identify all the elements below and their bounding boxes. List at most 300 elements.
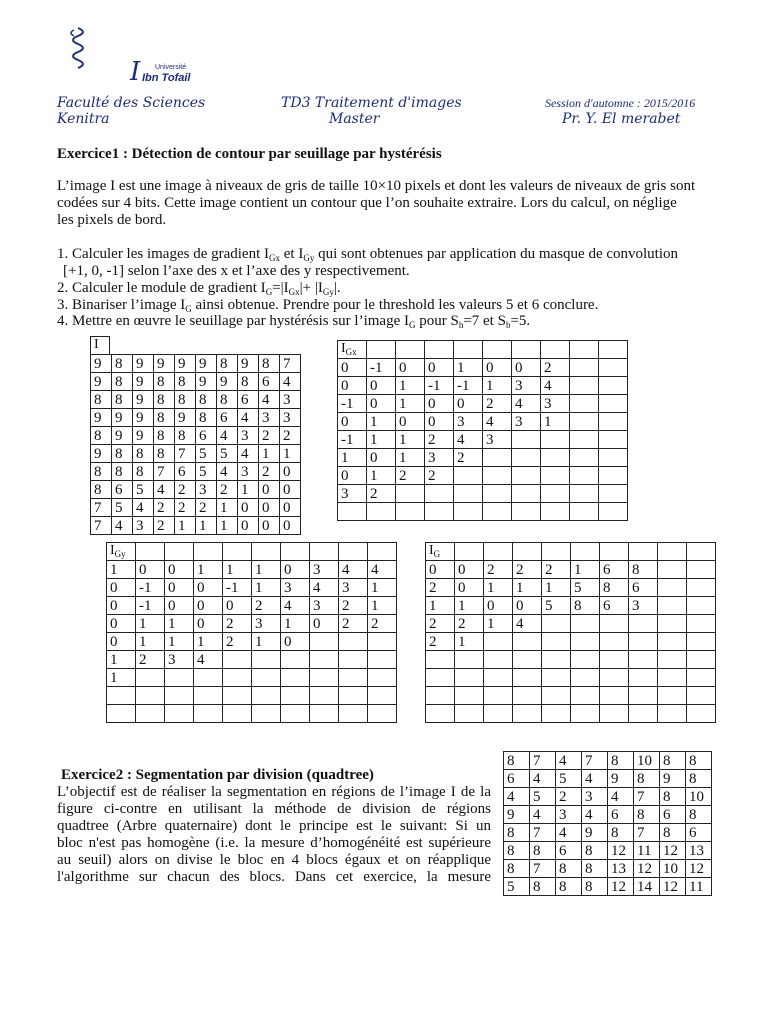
- matrix-cell: [310, 687, 339, 705]
- matrix-cell: 6: [175, 463, 196, 481]
- matrix-cell: [513, 687, 542, 705]
- matrix-row: [426, 561, 716, 579]
- matrix-cell: [484, 651, 513, 669]
- matrix-row: [107, 687, 397, 705]
- matrix-cell: [310, 651, 339, 669]
- matrix-cell: [339, 669, 368, 687]
- exercise2-line6: l'algorithme sur chacun des blocs. Dans cet exercice, la mesure: [57, 869, 491, 885]
- matrix-cell: [599, 485, 628, 503]
- exercise1-title: Exercice1 : Détection de contour par seuillage par hystérésis: [57, 146, 442, 162]
- matrix-cell: [483, 485, 512, 503]
- matrix-row: [426, 705, 716, 723]
- matrix-cell: 3: [310, 561, 339, 579]
- matrix-cell: [570, 449, 599, 467]
- matrix-cell: 9: [154, 355, 175, 373]
- matrix-cell: [484, 543, 513, 561]
- matrix-cell: 2: [259, 463, 280, 481]
- matrix-cell: 2: [425, 467, 454, 485]
- matrix-cell: 2: [223, 615, 252, 633]
- matrix-cell: 1: [396, 431, 425, 449]
- matrix-row: [504, 860, 712, 878]
- professor-name: Pr. Y. El merabet: [562, 111, 681, 127]
- matrix-cell: 6: [504, 770, 530, 788]
- matrix-cell: 0: [396, 413, 425, 431]
- matrix-cell: [629, 651, 658, 669]
- matrix-cell: 1: [513, 579, 542, 597]
- matrix-cell: 1: [367, 467, 396, 485]
- matrix-cell: 2: [136, 651, 165, 669]
- matrix-cell: [658, 561, 687, 579]
- exercise2-line5: au seuil) alors on divise le bloc en 4 blocs égaux et on réapplique: [57, 852, 491, 868]
- exercise2-line1: L’objectif est de réaliser la segmentation en régions de l’image I de la: [57, 784, 491, 800]
- matrix-row: [338, 431, 628, 449]
- matrix-cell: 4: [194, 651, 223, 669]
- matrix-cell: [339, 651, 368, 669]
- matrix-cell: 0: [194, 615, 223, 633]
- matrix-cell: [513, 633, 542, 651]
- matrix-cell: 4: [582, 770, 608, 788]
- matrix-cell: 11: [634, 842, 660, 860]
- matrix-cell: 1: [165, 615, 194, 633]
- matrix-cell: 3: [310, 597, 339, 615]
- matrix-cell: 6: [556, 842, 582, 860]
- matrix-cell: [600, 633, 629, 651]
- matrix-cell: 0: [280, 481, 301, 499]
- matrix-cell: [512, 485, 541, 503]
- matrix-cell: 0: [396, 359, 425, 377]
- matrix-cell: [687, 669, 716, 687]
- matrix-cell: 7: [530, 860, 556, 878]
- matrix-cell: 3: [454, 413, 483, 431]
- matrix-cell: 3: [165, 651, 194, 669]
- matrix-cell: [687, 687, 716, 705]
- matrix-cell: [600, 651, 629, 669]
- matrix-cell: 8: [530, 842, 556, 860]
- matrix-cell: 9: [196, 373, 217, 391]
- matrix-cell: [223, 705, 252, 723]
- matrix-row: [107, 579, 397, 597]
- matrix-row: [91, 409, 301, 427]
- matrix-cell: 5: [542, 597, 571, 615]
- matrix-cell: [252, 543, 281, 561]
- matrix-cell: [136, 705, 165, 723]
- matrix-cell: 0: [259, 481, 280, 499]
- matrix-cell: [541, 485, 570, 503]
- matrix-cell: 1: [107, 561, 136, 579]
- matrix-cell: 3: [483, 431, 512, 449]
- matrix-cell: 8: [175, 427, 196, 445]
- matrix-cell: 1: [238, 481, 259, 499]
- matrix-cell: 0: [194, 597, 223, 615]
- quadtree-matrix-table: [503, 751, 712, 896]
- matrix-row: [426, 615, 716, 633]
- matrix-cell: 6: [217, 409, 238, 427]
- matrix-cell: -1: [223, 579, 252, 597]
- matrix-cell: [687, 615, 716, 633]
- matrix-cell: -1: [338, 395, 367, 413]
- matrix-cell: 2: [280, 427, 301, 445]
- matrix-cell: [542, 687, 571, 705]
- matrix-cell: 0: [338, 467, 367, 485]
- matrix-cell: -1: [425, 377, 454, 395]
- matrix-cell: 8: [112, 391, 133, 409]
- matrix-cell: 2: [426, 615, 455, 633]
- matrix-cell: 1: [368, 579, 397, 597]
- matrix-cell: 6: [238, 391, 259, 409]
- matrix-cell: 8: [112, 373, 133, 391]
- matrix-cell: 2: [455, 615, 484, 633]
- exercise1-intro: L’image I est une image à niveaux de gris de taille 10×10 pixels et dont les valeurs de niveaux de gris sont codées sur 4 bits. Cette image contient un contour que l’on souhaite extraire. Lors du calcul, on néglige les pixels de bord.: [57, 178, 696, 228]
- matrix-cell: [281, 669, 310, 687]
- matrix-row: [107, 669, 397, 687]
- matrix-row: [504, 788, 712, 806]
- matrix-cell: [455, 705, 484, 723]
- matrix-cell: [658, 615, 687, 633]
- matrix-i-label: I: [90, 336, 110, 354]
- matrix-cell: 0: [281, 561, 310, 579]
- matrix-cell: 4: [259, 391, 280, 409]
- matrix-cell: 0: [484, 597, 513, 615]
- matrix-cell: [455, 687, 484, 705]
- matrix-cell: [483, 467, 512, 485]
- matrix-cell: 1: [107, 651, 136, 669]
- logo-name: Ibn Tofail: [142, 72, 191, 84]
- matrix-cell: [513, 651, 542, 669]
- matrix-cell: [542, 543, 571, 561]
- matrix-cell: [687, 579, 716, 597]
- matrix-cell: 1: [368, 597, 397, 615]
- matrix-cell: -1: [136, 579, 165, 597]
- matrix-cell: 9: [175, 409, 196, 427]
- matrix-cell: 0: [454, 395, 483, 413]
- matrix-cell: 12: [608, 878, 634, 896]
- matrix-cell: 3: [339, 579, 368, 597]
- matrix-cell: [165, 543, 194, 561]
- matrix-cell: 9: [133, 355, 154, 373]
- matrix-cell: 8: [133, 445, 154, 463]
- matrix-cell: 5: [112, 499, 133, 517]
- matrix-cell: 0: [425, 395, 454, 413]
- matrix-cell: [599, 341, 628, 359]
- matrix-cell: 0: [107, 597, 136, 615]
- matrix-i-table: [90, 354, 301, 535]
- matrix-cell: [396, 485, 425, 503]
- matrix-row: [426, 669, 716, 687]
- matrix-cell: 12: [608, 842, 634, 860]
- matrix-cell: [281, 543, 310, 561]
- matrix-cell: [571, 615, 600, 633]
- matrix-cell: 7: [530, 752, 556, 770]
- matrix-cell: 9: [133, 409, 154, 427]
- matrix-cell: [368, 705, 397, 723]
- matrix-cell: 7: [91, 517, 112, 535]
- matrix-cell: [194, 669, 223, 687]
- matrix-cell: [454, 467, 483, 485]
- matrix-cell: 2: [175, 499, 196, 517]
- matrix-cell: 0: [259, 499, 280, 517]
- matrix-cell: [541, 503, 570, 521]
- matrix-cell: 8: [112, 463, 133, 481]
- matrix-row: [338, 485, 628, 503]
- matrix-cell: [338, 341, 367, 359]
- matrix-cell: [194, 543, 223, 561]
- matrix-cell: [599, 503, 628, 521]
- matrix-ig-table: [425, 542, 716, 723]
- matrix-cell: 2: [425, 431, 454, 449]
- matrix-cell: 1: [107, 669, 136, 687]
- matrix-cell: 9: [91, 355, 112, 373]
- matrix-cell: [426, 687, 455, 705]
- course-line1: TD3 Traitement d'images: [281, 95, 462, 111]
- matrix-cell: 8: [608, 824, 634, 842]
- matrix-cell: -1: [454, 377, 483, 395]
- matrix-cell: [541, 341, 570, 359]
- matrix-row: [338, 467, 628, 485]
- matrix-cell: [600, 669, 629, 687]
- matrix-cell: [629, 705, 658, 723]
- matrix-cell: [483, 341, 512, 359]
- matrix-cell: 2: [541, 359, 570, 377]
- matrix-cell: 8: [112, 445, 133, 463]
- matrix-row: [338, 395, 628, 413]
- matrix-row: [91, 355, 301, 373]
- matrix-row: [338, 377, 628, 395]
- matrix-cell: [600, 615, 629, 633]
- matrix-cell: 0: [165, 597, 194, 615]
- matrix-cell: [339, 687, 368, 705]
- matrix-cell: 4: [483, 413, 512, 431]
- faculty-line1: Faculté des Sciences: [57, 95, 206, 111]
- matrix-cell: [339, 543, 368, 561]
- matrix-cell: [396, 503, 425, 521]
- matrix-cell: 8: [571, 597, 600, 615]
- matrix-cell: 3: [281, 579, 310, 597]
- matrix-row: [107, 615, 397, 633]
- matrix-cell: 1: [165, 633, 194, 651]
- matrix-cell: 4: [513, 615, 542, 633]
- matrix-cell: 8: [660, 824, 686, 842]
- matrix-row: [91, 499, 301, 517]
- matrix-cell: [570, 431, 599, 449]
- matrix-cell: 9: [582, 824, 608, 842]
- matrix-cell: 4: [133, 499, 154, 517]
- matrix-cell: 4: [530, 806, 556, 824]
- matrix-cell: 6: [629, 579, 658, 597]
- matrix-cell: [107, 705, 136, 723]
- matrix-cell: [368, 543, 397, 561]
- matrix-cell: [571, 669, 600, 687]
- matrix-cell: 1: [396, 377, 425, 395]
- matrix-cell: 1: [454, 359, 483, 377]
- matrix-row: [91, 427, 301, 445]
- matrix-cell: [252, 669, 281, 687]
- matrix-row: [91, 463, 301, 481]
- matrix-cell: 4: [238, 409, 259, 427]
- matrix-cell: [426, 669, 455, 687]
- matrix-cell: 1: [217, 499, 238, 517]
- matrix-cell: 8: [504, 842, 530, 860]
- matrix-cell: 8: [660, 752, 686, 770]
- matrix-cell: [165, 687, 194, 705]
- matrix-cell: [136, 543, 165, 561]
- matrix-cell: 4: [530, 770, 556, 788]
- matrix-cell: [513, 705, 542, 723]
- matrix-cell: 3: [133, 517, 154, 535]
- matrix-cell: [223, 651, 252, 669]
- matrix-cell: 4: [556, 824, 582, 842]
- question-2: 2. Calculer le module de gradient $I_G=|I_{Gx}|+ |I_{Gy}|$.: [57, 280, 341, 297]
- matrix-cell: 8: [686, 806, 712, 824]
- matrix-cell: 0: [367, 377, 396, 395]
- matrix-cell: [570, 467, 599, 485]
- matrix-cell: 12: [686, 860, 712, 878]
- matrix-cell: 9: [91, 445, 112, 463]
- matrix-cell: 11: [686, 878, 712, 896]
- matrix-cell: 8: [91, 481, 112, 499]
- matrix-cell: 1: [175, 517, 196, 535]
- matrix-cell: 1: [194, 633, 223, 651]
- matrix-row: [426, 543, 716, 561]
- matrix-row: [504, 752, 712, 770]
- matrix-cell: 1: [281, 615, 310, 633]
- matrix-cell: 6: [660, 806, 686, 824]
- matrix-cell: [629, 543, 658, 561]
- matrix-cell: [483, 503, 512, 521]
- matrix-cell: 4: [217, 427, 238, 445]
- matrix-cell: [194, 705, 223, 723]
- matrix-cell: [599, 359, 628, 377]
- matrix-cell: 3: [338, 485, 367, 503]
- faculty-line2: Kenitra: [57, 111, 110, 127]
- matrix-cell: [107, 687, 136, 705]
- matrix-cell: [599, 377, 628, 395]
- matrix-cell: 0: [107, 633, 136, 651]
- matrix-cell: 0: [338, 377, 367, 395]
- matrix-cell: [252, 705, 281, 723]
- matrix-cell: 4: [541, 377, 570, 395]
- matrix-cell: [600, 687, 629, 705]
- matrix-cell: [513, 669, 542, 687]
- matrix-cell: 5: [196, 463, 217, 481]
- matrix-cell: 6: [600, 561, 629, 579]
- matrix-row: [426, 651, 716, 669]
- matrix-row: [107, 597, 397, 615]
- matrix-cell: 8: [154, 427, 175, 445]
- matrix-cell: 8: [91, 463, 112, 481]
- matrix-cell: [512, 503, 541, 521]
- matrix-cell: 4: [154, 481, 175, 499]
- matrix-cell: 0: [512, 359, 541, 377]
- matrix-cell: 8: [556, 860, 582, 878]
- matrix-cell: [223, 543, 252, 561]
- matrix-cell: [310, 705, 339, 723]
- matrix-cell: [600, 543, 629, 561]
- matrix-cell: 8: [91, 427, 112, 445]
- matrix-cell: 8: [582, 878, 608, 896]
- matrix-cell: 3: [280, 409, 301, 427]
- matrix-cell: [454, 485, 483, 503]
- matrix-cell: [571, 687, 600, 705]
- matrix-row: [426, 633, 716, 651]
- matrix-cell: [600, 705, 629, 723]
- matrix-cell: [136, 687, 165, 705]
- matrix-cell: 8: [133, 463, 154, 481]
- matrix-igy-label: $I_{Gy}$: [106, 542, 136, 560]
- matrix-cell: [513, 543, 542, 561]
- matrix-igx-table: [337, 340, 628, 521]
- matrix-cell: 9: [112, 409, 133, 427]
- matrix-cell: 8: [154, 445, 175, 463]
- matrix-cell: [687, 597, 716, 615]
- matrix-cell: 7: [582, 752, 608, 770]
- matrix-cell: 1: [252, 579, 281, 597]
- matrix-cell: 9: [196, 355, 217, 373]
- matrix-cell: [629, 669, 658, 687]
- matrix-cell: 6: [196, 427, 217, 445]
- matrix-row: [338, 341, 628, 359]
- matrix-cell: 9: [238, 355, 259, 373]
- matrix-cell: [570, 377, 599, 395]
- matrix-row: [426, 597, 716, 615]
- exercise2-line4: bloc n'est pas homogène (i.e. la mesure d’homogénéité est supérieure: [57, 835, 491, 851]
- matrix-row: [504, 806, 712, 824]
- matrix-cell: 0: [281, 633, 310, 651]
- matrix-cell: 6: [608, 806, 634, 824]
- matrix-cell: 2: [513, 561, 542, 579]
- matrix-row: [504, 842, 712, 860]
- matrix-cell: 1: [455, 597, 484, 615]
- matrix-cell: 1: [367, 413, 396, 431]
- matrix-cell: 2: [252, 597, 281, 615]
- matrix-cell: 1: [280, 445, 301, 463]
- matrix-cell: 3: [425, 449, 454, 467]
- matrix-cell: 3: [512, 413, 541, 431]
- matrix-cell: 2: [426, 579, 455, 597]
- matrix-cell: [542, 705, 571, 723]
- matrix-cell: 8: [112, 355, 133, 373]
- matrix-cell: 3: [512, 377, 541, 395]
- matrix-cell: [165, 705, 194, 723]
- question-4: 4. Mettre en œuvre le seuillage par hystérésis sur l’image $I_G$ pour $S_h=7$ et $S_b=5$.: [57, 313, 531, 330]
- matrix-cell: 7: [280, 355, 301, 373]
- university-logo: [60, 20, 200, 92]
- matrix-cell: 5: [217, 445, 238, 463]
- matrix-cell: 12: [634, 860, 660, 878]
- matrix-cell: 8: [686, 752, 712, 770]
- matrix-cell: 1: [367, 431, 396, 449]
- matrix-cell: 0: [107, 579, 136, 597]
- matrix-cell: 9: [91, 409, 112, 427]
- matrix-cell: [455, 543, 484, 561]
- matrix-row: [107, 561, 397, 579]
- matrix-cell: [310, 669, 339, 687]
- matrix-cell: 9: [175, 355, 196, 373]
- matrix-cell: [599, 413, 628, 431]
- matrix-cell: [599, 431, 628, 449]
- matrix-cell: [658, 687, 687, 705]
- matrix-cell: 5: [196, 445, 217, 463]
- matrix-row: [504, 878, 712, 896]
- matrix-cell: 8: [634, 806, 660, 824]
- matrix-cell: 9: [91, 373, 112, 391]
- matrix-cell: 0: [107, 615, 136, 633]
- matrix-cell: 1: [542, 579, 571, 597]
- matrix-cell: [658, 705, 687, 723]
- matrix-cell: 9: [608, 770, 634, 788]
- matrix-cell: [223, 687, 252, 705]
- matrix-cell: [512, 467, 541, 485]
- matrix-cell: 9: [133, 391, 154, 409]
